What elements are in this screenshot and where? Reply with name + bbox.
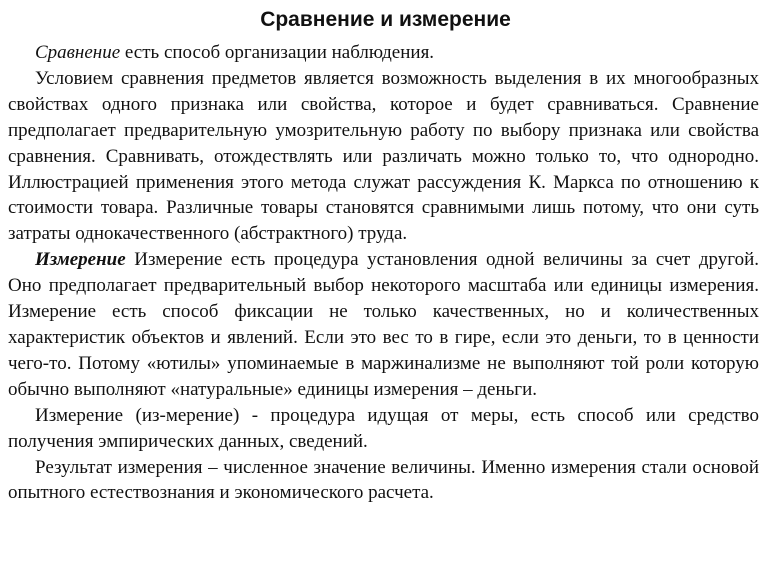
term-comparison: Сравнение (35, 42, 121, 63)
paragraph-text: есть способ организации наблюдения. (120, 42, 435, 63)
slide-body (8, 40, 759, 506)
paragraph-text: Условием сравнения предметов является возможность выделения в их многообразных свойствах одного признака или свойства, которое и будет сравниваться. Сравнение предполагает предварительную умозрительную работу по выбору признака или свойства сравнения. Сравнивать, отождествлять или различать можно только то, что однородно. Иллюстрацией применения этого метода служат рассуждения К. Маркса по отношению к стоимости товара. Различные товары становятся сравнимыми лишь потому, что они суть затраты однокачественного (абстрактного) труда. (8, 67, 759, 245)
term-measurement: Измерение (35, 249, 126, 271)
paragraph-comparison-condition (8, 66, 759, 247)
paragraph-measurement-definition (8, 247, 759, 402)
paragraph-comparison-definition (8, 40, 759, 66)
paragraph-text: Измерение (из-мерение) - процедура идущая от меры, есть способ или средство получения эмпирических данных, сведений. (8, 404, 759, 452)
paragraph-measurement-result (8, 455, 759, 507)
slide-title: Сравнение и измерение (260, 8, 511, 31)
paragraph-text: Результат измерения – численное значение величины. Именно измерения стали основой опытного естествознания и экономического расчета. (8, 456, 759, 504)
paragraph-text: Измерение есть процедура установления одной величины за счет другой. Оно предполагает предварительный выбор некоторого масштаба или единицы измерения. Измерение есть способ фиксации не только качественных, но и количественных характеристик объектов и явлений. Если это вес то в гире, если это деньги, то в ценности чего-то. Потому «ютилы» упоминаемые в маржинализме не выполняют той роли которую обычно выполняют «натуральные» единицы измерения – деньги. (8, 249, 759, 400)
paragraph-measurement-etymology (8, 403, 759, 455)
